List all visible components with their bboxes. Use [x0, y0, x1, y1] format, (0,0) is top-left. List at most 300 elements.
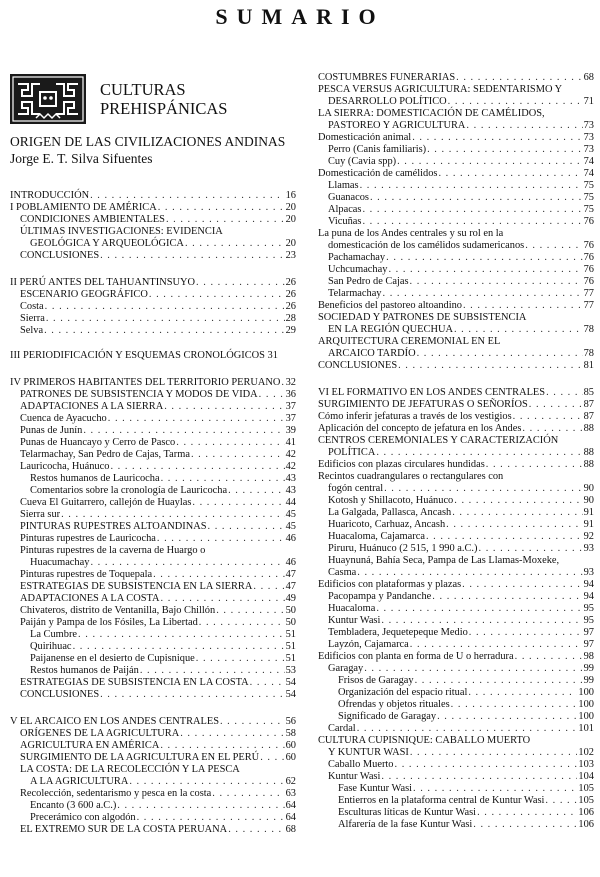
- toc-leader-dots: [410, 639, 583, 651]
- toc-entry: [318, 495, 594, 507]
- toc-entry: [318, 783, 594, 795]
- toc-entry-page: 64: [285, 812, 296, 823]
- toc-leader-dots: [381, 771, 577, 783]
- toc-leader-dots: [386, 252, 582, 264]
- toc-entry-page: 60: [285, 740, 296, 751]
- toc-leader-dots: [546, 387, 583, 399]
- toc-leader-dots: [410, 276, 583, 288]
- toc-entry: [318, 204, 594, 216]
- toc-leader-dots: [426, 531, 583, 543]
- toc-entry-page: 88: [583, 423, 594, 434]
- toc-entry: [10, 740, 296, 752]
- toc-entry-title: Precerámico con algodón: [30, 812, 136, 823]
- toc-entry: [10, 301, 296, 313]
- toc-entry-title: ADAPTACIONES A LA COSTA: [20, 593, 160, 604]
- toc-entry-title: Telarmachay: [328, 288, 382, 299]
- toc-entry-title: LA COSTA: DE LA RECOLECCIÓN Y LA PESCA: [20, 764, 240, 775]
- article-title: ORIGEN DE LAS CIVILIZACIONES ANDINAS: [10, 134, 286, 149]
- toc-entry-title: La puna de los Andes centrales y su rol en la: [318, 228, 504, 239]
- toc-entry: [318, 336, 594, 348]
- toc-entry-title: SURGIMIENTO DE JEFATURAS O SEÑORÍOS: [318, 399, 528, 410]
- toc-entry-title: Piruru, Huánuco (2 515, 1 990 a.C.): [328, 543, 478, 554]
- toc-leader-dots: [357, 723, 578, 735]
- toc-leader-dots: [451, 699, 578, 711]
- toc-leader-dots: [370, 192, 583, 204]
- toc-leader-dots: [357, 567, 582, 579]
- toc-entry-title: Perro (Canis familiaris): [328, 144, 427, 155]
- toc-entry: [318, 216, 594, 228]
- toc-entry-page: 50: [285, 605, 296, 616]
- toc-entry-title: Encanto (3 600 a.C.): [30, 800, 117, 811]
- toc-leader-dots: [44, 325, 285, 337]
- toc-leader-dots: [454, 495, 582, 507]
- toc-entry-title: CENTROS CEREMONIALES Y CARACTERIZACIÓN: [318, 435, 559, 446]
- toc-entry-page: 43: [285, 473, 296, 484]
- toc-leader-dots: [149, 289, 285, 301]
- toc-entry-page: 99: [583, 663, 594, 674]
- toc-leader-dots: [140, 665, 285, 677]
- toc-entry-title: II PERÚ ANTES DEL TAHUANTINSUYO: [10, 277, 196, 288]
- toc-entry-page: 90: [583, 483, 594, 494]
- toc-entry-title: La Cumbre: [30, 629, 78, 640]
- toc-leader-dots: [388, 264, 582, 276]
- toc-entry-title: Restos humanos de Lauricocha: [30, 473, 160, 484]
- toc-entry: [10, 593, 296, 605]
- toc-entry-title: ADAPTACIONES A LA SIERRA: [20, 401, 164, 412]
- toc-entry-page: 73: [583, 120, 594, 131]
- toc-entry-title: CULTURA CUPISNIQUE: CABALLO MUERTO: [318, 735, 531, 746]
- toc-entry: [318, 663, 594, 675]
- toc-entry: [318, 72, 594, 84]
- toc-entry: [318, 675, 594, 687]
- toc-entry: [318, 264, 594, 276]
- toc-entry-title: Cuenca de Ayacucho: [20, 413, 107, 424]
- toc-entry: [318, 348, 594, 360]
- toc-entry: [10, 289, 296, 301]
- toc-entry-page: 100: [578, 699, 594, 710]
- toc-entry-page: 97: [583, 627, 594, 638]
- toc-entry-page: 29: [285, 325, 296, 336]
- toc-entry-title: Huacumachay: [30, 557, 90, 568]
- toc-leader-dots: [160, 740, 284, 752]
- toc-leader-dots: [90, 557, 284, 569]
- toc-entry: [10, 461, 296, 473]
- toc-entry-page: 68: [285, 824, 296, 835]
- toc-entry-title: Vicuñas: [328, 216, 362, 227]
- toc-leader-dots: [360, 180, 583, 192]
- toc-entry: [318, 288, 594, 300]
- toc-entry-page: 16: [285, 190, 296, 201]
- section-title-line1: CULTURAS: [100, 80, 186, 99]
- toc-entry-page: 42: [285, 449, 296, 460]
- toc-entry-page: 71: [583, 96, 594, 107]
- toc-leader-dots: [61, 509, 285, 521]
- toc-entry: [318, 84, 594, 96]
- toc-entry-title: Chivateros, distrito de Ventanilla, Bajo Chillón: [20, 605, 216, 616]
- toc-leader-dots: [446, 519, 582, 531]
- toc-entry-page: 95: [583, 615, 594, 626]
- toc-leader-dots: [110, 461, 284, 473]
- toc-leader-dots: [364, 663, 582, 675]
- toc-leader-dots: [462, 579, 582, 591]
- toc-entry-title: Recolección, sedentarismo y pesca en la costa: [20, 788, 212, 799]
- toc-entry-title: Fase Kuntur Wasi: [338, 783, 413, 794]
- toc-entry: [318, 471, 594, 483]
- toc-entry-page: 45: [285, 521, 296, 532]
- toc-entry-title: Llamas: [328, 180, 359, 191]
- toc-entry-page: 85: [583, 387, 594, 398]
- toc-entry-page: 49: [285, 593, 296, 604]
- toc-leader-dots: [83, 425, 284, 437]
- toc-leader-dots: [376, 447, 582, 459]
- toc-entry-page: 26: [285, 301, 296, 312]
- toc-entry-title: V EL ARCAICO EN LOS ANDES CENTRALES: [10, 716, 219, 727]
- toc-leader-dots: [259, 389, 285, 401]
- toc-entry: [318, 687, 594, 699]
- toc-entry-page: 102: [578, 747, 594, 758]
- toc-entry-page: 77: [583, 288, 594, 299]
- toc-entry: [318, 555, 594, 567]
- toc-entry-page: 37: [285, 401, 296, 412]
- toc-entry-title: Costa: [20, 301, 44, 312]
- toc-entry: [318, 807, 594, 819]
- toc-entry-page: 26: [285, 289, 296, 300]
- toc-entry-page: 88: [583, 459, 594, 470]
- toc-entry-page: 28: [285, 313, 296, 324]
- toc-leader-dots: [473, 819, 577, 831]
- toc-entry-title: ESCENARIO GEOGRÁFICO: [20, 289, 148, 300]
- toc-leader-dots: [452, 507, 582, 519]
- toc-entry: [10, 497, 296, 509]
- toc-entry-title: San Pedro de Cajas: [328, 276, 409, 287]
- toc-entry-page: 46: [285, 533, 296, 544]
- toc-entry: [10, 401, 296, 413]
- toc-entry: [10, 413, 296, 425]
- toc-leader-dots: [381, 615, 582, 627]
- toc-entry-title: IV PRIMEROS HABITANTES DEL TERRITORIO PERUANO: [10, 377, 281, 388]
- toc-leader-dots: [417, 348, 583, 360]
- toc-entry-page: 106: [578, 807, 594, 818]
- toc-entry-page: 76: [583, 240, 594, 251]
- toc-entry-page: 94: [583, 591, 594, 602]
- toc-entry: [318, 360, 594, 372]
- toc-leader-dots: [448, 96, 583, 108]
- toc-entry: [10, 214, 296, 226]
- toc-entry-title: EL EXTREMO SUR DE LA COSTA PERUANA: [20, 824, 228, 835]
- toc-entry-title: Cueva El Guitarrero, callejón de Huaylas: [20, 497, 192, 508]
- toc-entry-page: 103: [578, 759, 594, 770]
- toc-entry: [318, 699, 594, 711]
- toc-leader-dots: [479, 543, 583, 555]
- toc-entry-page: 78: [583, 324, 594, 335]
- toc-entry-title: VI EL FORMATIVO EN LOS ANDES CENTRALES: [318, 387, 546, 398]
- toc-entry-page: 81: [583, 360, 594, 371]
- toc-entry-title: Significado de Garagay: [338, 711, 437, 722]
- toc-leader-dots: [137, 812, 285, 824]
- toc-entry-title: CONCLUSIONES: [20, 250, 100, 261]
- toc-entry-page: 76: [583, 252, 594, 263]
- toc-entry: [10, 776, 296, 788]
- toc-entry-title: Alfarería de la fase Kuntur Wasi: [338, 819, 473, 830]
- toc-entry-title: Telarmachay, San Pedro de Cajas, Tarma: [20, 449, 190, 460]
- toc-leader-dots: [463, 300, 583, 312]
- toc-entry-title: Domesticación animal: [318, 132, 412, 143]
- toc-entry-page: 77: [583, 300, 594, 311]
- toc-leader-dots: [73, 641, 285, 653]
- toc-entry-page: 105: [578, 783, 594, 794]
- toc-entry: [318, 723, 594, 735]
- toc-entry-title: SOCIEDAD Y PATRONES DE SUBSISTENCIA: [318, 312, 527, 323]
- toc-entry-title: Organización del espacio ritual: [338, 687, 468, 698]
- toc-entry-title: Domesticación de camélidos: [318, 168, 438, 179]
- toc-entry-title: Huacaloma, Cajamarca: [328, 531, 425, 542]
- toc-entry: [318, 531, 594, 543]
- toc-entry-title: Edificios con plazas circulares hundidas: [318, 459, 485, 470]
- toc-entry-title: CONCLUSIONES: [20, 689, 100, 700]
- toc-entry-title: Entierros en la plataforma central de Kuntur Wasi: [338, 795, 545, 806]
- toc-leader-dots: [212, 788, 284, 800]
- toc-entry-page: 39: [285, 425, 296, 436]
- toc-entry-title: Kuntur Wasi: [328, 615, 381, 626]
- toc-entry-page: 78: [583, 348, 594, 359]
- toc-entry: [10, 238, 296, 250]
- toc-entry: [10, 752, 296, 764]
- toc-entry-page: 87: [583, 399, 594, 410]
- toc-entry: [10, 521, 296, 533]
- toc-entry-page: 76: [583, 216, 594, 227]
- toc-leader-dots: [427, 144, 583, 156]
- toc-entry: [10, 509, 296, 521]
- toc-entry: [318, 819, 594, 831]
- toc-entry: [318, 747, 594, 759]
- toc-entry-title: Sierra: [20, 313, 45, 324]
- toc-entry-title: Guanacos: [328, 192, 369, 203]
- toc-entry: [10, 728, 296, 740]
- toc-entry-page: 51: [285, 629, 296, 640]
- toc-entry-page: 75: [583, 180, 594, 191]
- toc-entry-title: Punas de Junín: [20, 425, 83, 436]
- toc-leader-dots: [525, 240, 582, 252]
- toc-entry: [10, 202, 296, 214]
- toc-entry: [10, 641, 296, 653]
- toc-entry: [318, 144, 594, 156]
- toc-entry: [10, 190, 296, 202]
- toc-entry-title: Cuy (Cavia spp): [328, 156, 397, 167]
- toc-leader-dots: [522, 423, 582, 435]
- toc-entry-title: Pinturas rupestres de la caverna de Huargo o: [20, 545, 206, 556]
- toc-entry: [318, 591, 594, 603]
- toc-leader-dots: [185, 238, 285, 250]
- toc-entry-page: 91: [583, 519, 594, 530]
- toc-entry-page: 75: [583, 192, 594, 203]
- toc-leader-dots: [469, 627, 583, 639]
- toc-leader-dots: [515, 651, 583, 663]
- toc-entry-title: PASTOREO Y AGRICULTURA: [328, 120, 466, 131]
- toc-entry-title: Casma: [328, 567, 357, 578]
- toc-entry: [318, 519, 594, 531]
- toc-entry: [318, 120, 594, 132]
- toc-entry: [318, 192, 594, 204]
- toc-entry-title: Huacaloma: [328, 603, 376, 614]
- toc-entry-page: 63: [285, 788, 296, 799]
- section-title-line2: PREHISPÁNICAS: [100, 99, 228, 118]
- toc-entry-title: Pinturas rupestres de Toquepala: [20, 569, 153, 580]
- toc-entry: [318, 543, 594, 555]
- toc-leader-dots: [228, 485, 285, 497]
- toc-entry: [318, 168, 594, 180]
- toc-entry: [10, 250, 296, 262]
- author: Jorge E. T. Silva Sifuentes: [10, 151, 153, 166]
- toc-entry-title: Kuntur Wasi: [328, 771, 381, 782]
- toc-entry-page: 50: [285, 617, 296, 628]
- toc-entry-title: INTRODUCCIÓN: [10, 190, 90, 201]
- toc-entry-page: 47: [285, 569, 296, 580]
- toc-entry-page: 46: [285, 557, 296, 568]
- toc-entry: [10, 824, 296, 836]
- toc-entry-page: 45: [285, 509, 296, 520]
- toc-entry-page: 104: [578, 771, 594, 782]
- toc-entry: [10, 377, 296, 389]
- toc-entry-title: ARCAICO TARDÍO: [328, 348, 416, 359]
- toc-entry-page: 53: [285, 665, 296, 676]
- toc-leader-dots: [281, 377, 284, 389]
- toc-entry-title: Comentarios sobre la cronología de Lauricocha: [30, 485, 228, 496]
- toc-entry-title: A LA AGRICULTURA: [30, 776, 129, 787]
- toc-leader-dots: [477, 807, 577, 819]
- toc-leader-dots: [196, 277, 285, 289]
- toc-entry-page: 56: [285, 716, 296, 727]
- toc-leader-dots: [158, 202, 285, 214]
- toc-entry: [10, 449, 296, 461]
- toc-entry-title: Cardal: [328, 723, 356, 734]
- toc-leader-dots: [250, 677, 285, 689]
- toc-entry-title: Pacopampa y Pandanche: [328, 591, 432, 602]
- toc-entry-title: PESCA VERSUS AGRICULTURA: SEDENTARISMO Y: [318, 84, 563, 95]
- toc-entry-title: Sierra sur: [20, 509, 61, 520]
- toc-entry: [318, 435, 594, 447]
- toc-entry-title: ÚLTIMAS INVESTIGACIONES: EVIDENCIA: [20, 226, 223, 237]
- toc-leader-dots: [46, 313, 285, 325]
- toc-entry-title: CONCLUSIONES: [318, 360, 398, 371]
- toc-leader-dots: [216, 605, 284, 617]
- toc-entry: [318, 603, 594, 615]
- toc-entry-title: Edificios con planta en forma de U o herradura: [318, 651, 514, 662]
- toc-entry-page: 91: [583, 507, 594, 518]
- toc-leader-dots: [166, 214, 285, 226]
- toc-entry: [318, 771, 594, 783]
- toc-entry: [10, 569, 296, 581]
- toc-entry-page: 54: [285, 689, 296, 700]
- toc-entry-page: 41: [285, 437, 296, 448]
- toc-leader-dots: [398, 360, 583, 372]
- toc-leader-dots: [545, 795, 577, 807]
- toc-entry-page: 32: [285, 377, 296, 388]
- toc-entry-title: Huaynuná, Bahía Seca, Pampa de Las Llamas-Moxeke,: [328, 555, 560, 566]
- toc-leader-dots: [90, 190, 285, 202]
- toc-entry-title: fogón central: [328, 483, 384, 494]
- toc-entry: [318, 228, 594, 240]
- toc-leader-dots: [383, 288, 583, 300]
- toc-entry: [318, 108, 594, 120]
- toc-entry: [318, 507, 594, 519]
- toc-entry-page: 43: [285, 485, 296, 496]
- toc-entry: [318, 615, 594, 627]
- toc-entry: [10, 425, 296, 437]
- toc-entry-title: PATRONES DE SUBSISTENCIA Y MODOS DE VIDA: [20, 389, 258, 400]
- toc-entry-page: 93: [583, 543, 594, 554]
- toc-entry-title: Aplicación del concepto de jefatura en los Andes: [318, 423, 522, 434]
- toc-entry-title: Lauricocha, Huánuco: [20, 461, 110, 472]
- toc-entry-page: 47: [285, 581, 296, 592]
- toc-entry-title: Caballo Muerto: [328, 759, 394, 770]
- toc-entry-title: Tembladera, Jequetepeque Medio: [328, 627, 468, 638]
- toc-entry-page: 106: [578, 819, 594, 830]
- toc-leader-dots: [412, 132, 582, 144]
- toc-leader-dots: [376, 603, 582, 615]
- toc-entry-page: 44: [285, 497, 296, 508]
- toc-entry-page: 87: [583, 411, 594, 422]
- toc-entry-page: 75: [583, 204, 594, 215]
- toc-entry-title: Recintos cuadrangulares o rectangulares con: [318, 471, 504, 482]
- toc-entry-page: 100: [578, 687, 594, 698]
- toc-entry-title: EN LA REGIÓN QUECHUA: [328, 324, 453, 335]
- toc-entry: [318, 711, 594, 723]
- toc-entry-page: 90: [583, 495, 594, 506]
- toc-entry: [318, 276, 594, 288]
- toc-entry: [10, 389, 296, 401]
- toc-leader-dots: [415, 675, 583, 687]
- toc-entry-title: Restos humanos de Paiján: [30, 665, 139, 676]
- toc-leader-dots: [129, 776, 284, 788]
- toc-entry: [318, 324, 594, 336]
- toc-entry-title: GEOLÓGICA Y ARQUEOLÓGICA: [30, 238, 184, 249]
- toc-leader-dots: [199, 617, 285, 629]
- toc-entry: [318, 447, 594, 459]
- toc-entry-title: Esculturas líticas de Kuntur Wasi: [338, 807, 477, 818]
- toc-leader-dots: [164, 401, 284, 413]
- toc-entry-page: 93: [583, 567, 594, 578]
- toc-entry: [10, 677, 296, 689]
- toc-entry-title: CONDICIONES AMBIENTALES: [20, 214, 165, 225]
- toc-entry: [10, 557, 296, 569]
- toc-leader-dots: [161, 593, 285, 605]
- toc-entry-page: 73: [583, 144, 594, 155]
- toc-entry-page: 101: [578, 723, 594, 734]
- toc-leader-dots: [100, 689, 285, 701]
- toc-leader-dots: [100, 250, 285, 262]
- toc-leader-dots: [192, 497, 284, 509]
- toc-entry: [318, 735, 594, 747]
- toc-leader-dots: [260, 752, 284, 764]
- toc-entry-title: DESARROLLO POLÍTICO: [328, 96, 447, 107]
- toc-entry: [318, 132, 594, 144]
- toc-entry: [318, 399, 594, 411]
- toc-entry: [10, 485, 296, 497]
- toc-entry-title: ORÍGENES DE LA AGRICULTURA: [20, 728, 180, 739]
- toc-entry-title: Edificios con plataformas y plazas: [318, 579, 462, 590]
- toc-entry: [318, 795, 594, 807]
- toc-entry-page: 76: [583, 264, 594, 275]
- toc-entry: [318, 312, 594, 324]
- toc-entry: [318, 300, 594, 312]
- toc-leader-dots: [196, 653, 285, 665]
- toc-leader-dots: [180, 728, 284, 740]
- toc-leader-dots: [191, 449, 285, 461]
- toc-entry: [318, 96, 594, 108]
- toc-entry-title: Selva: [20, 325, 44, 336]
- toc-entry-title: Punas de Huancayo y Cerro de Pasco: [20, 437, 176, 448]
- toc-entry: [10, 581, 296, 593]
